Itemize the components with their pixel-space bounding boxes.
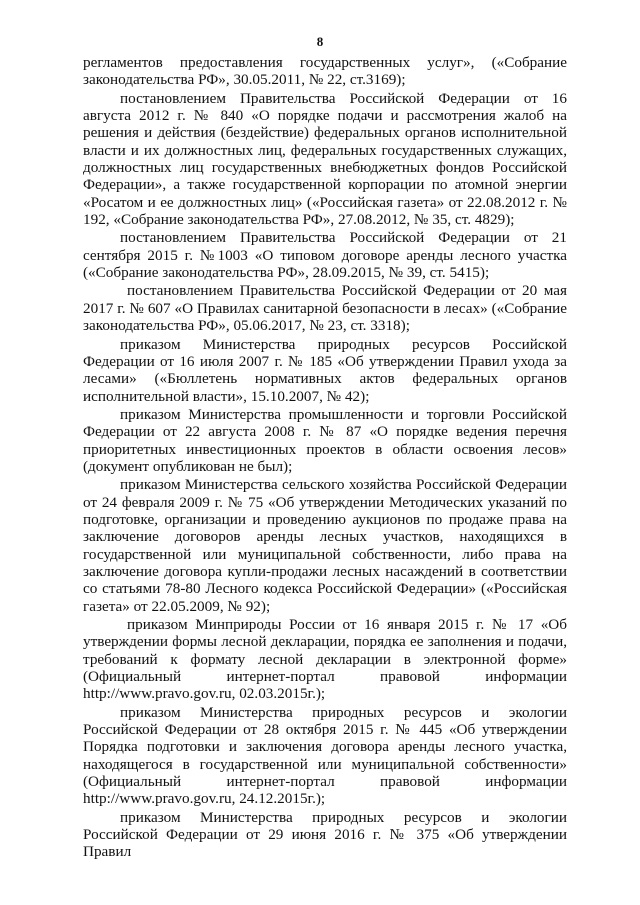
paragraph-6: приказом Министерства промышленности и торговли Российской Федерации от 22 августа 2008 г. № 87 «О порядке ведения перечня приоритетных инвестиционных проектов в области освоения лесов» (документ опубликован не был); (83, 405, 567, 475)
paragraph-2: постановлением Правительства Российской Федерации от 16 августа 2012 г. № 840 «О порядке подачи и рассмотрения жалоб на решения и действия (бездействие) федеральных органов исполнительной власти и их должностных лиц, федеральных государственных служащих, должностных лиц государственных внебюджетных фондов Российской Федерации», а также государственной корпорации по атомной энергии «Росатом и ее должностных лиц» («Российская газета» от 22.08.2012 г. № 192, «Собрание законодательства РФ», 27.08.2012, № 35, ст. 4829); (83, 89, 567, 229)
paragraph-1: регламентов предоставления государственных услуг», («Собрание законодательства РФ», 30.05.2011, № 22, ст.3169); (83, 54, 567, 89)
document-body (83, 54, 567, 862)
paragraph-10: приказом Министерства природных ресурсов и экологии Российской Федерации от 29 июня 2016 г. № 375 «Об утверждении Правил (83, 808, 567, 861)
paragraph-9: приказом Министерства природных ресурсов и экологии Российской Федерации от 28 октября 2015 г. № 445 «Об утверждении Порядка подготовки и заключения договора аренды лесного участка, находящегося в государственной или муниципальной собственности» (Официальный интернет-портал правовой информации http://www.pravo.gov.ru, 24.12.2015г.); (83, 703, 567, 808)
paragraph-3: постановлением Правительства Российской Федерации от 21 сентября 2015 г. №1003 «О типовом договоре аренды лесного участка («Собрание законодательства РФ», 28.09.2015, № 39, ст. 5415); (83, 229, 567, 282)
paragraph-7: приказом Министерства сельского хозяйства Российской Федерации от 24 февраля 2009 г. № 75 «Об утверждении Методических указаний по подготовке, организации и проведению аукционов по продаже права на заключение договоров аренды лесных участков, находящихся в государственной или муниципальной собственности, либо права на заключение договора купли-продажи лесных насаждений в соответствии со статьями 78-80 Лесного кодекса Российской Федерации» («Российская газета» от 22.05.2009, № 92); (83, 476, 567, 615)
paragraph-8: приказом Минприроды России от 16 января 2015 г. № 17 «Об утверждении формы лесной декларации, порядка ее заполнения и подачи, требований к формату лесной декларации в электронной форме» (Официальный интернет-портал правовой информации http://www.pravo.gov.ru, 02.03.2015г.); (83, 616, 567, 703)
paragraph-4: постановлением Правительства Российской Федерации от 20 мая 2017 г. № 607 «О Правилах санитарной безопасности в лесах» («Собрание законодательства РФ», 05.06.2017, № 23, ст. 3318); (83, 282, 567, 335)
page-number: 8 (316, 34, 324, 49)
paragraph-5: приказом Министерства природных ресурсов Российской Федерации от 16 июля 2007 г. № 185 «Об утверждении Правил ухода за лесами» («Бюллетень нормативных актов федеральных органов исполнительной власти», 15.10.2007, № 42); (83, 335, 567, 405)
